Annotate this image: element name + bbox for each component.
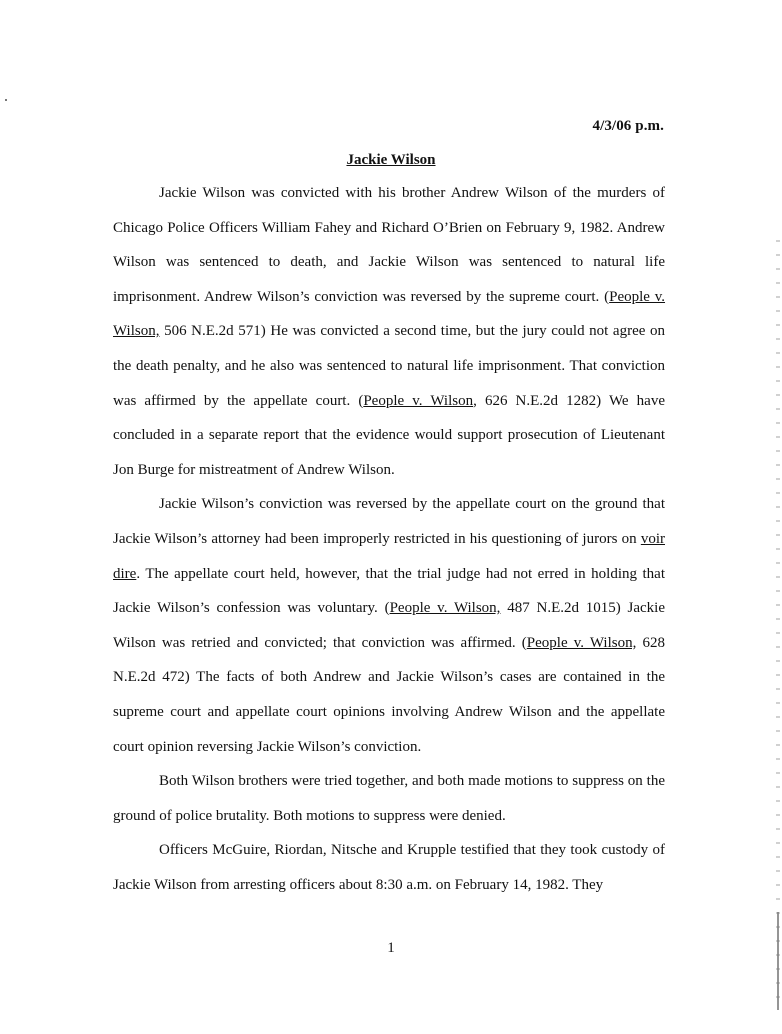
paragraph-text: . The appellate court held, however, that the trial judge had not erred in holding that Jackie Wilson’s confession was voluntary. ( [113,565,665,617]
scan-edge-artifact [776,240,780,1010]
document-title: Jackie Wilson [346,152,436,168]
paragraph-3: Both Wilson brothers were tried together, and both made motions to suppress on the ground of police brutality. Both motions to suppress were denied. [113,773,665,824]
document-body [113,176,665,902]
paragraph-text: Jackie Wilson was convicted with his brother Andrew Wilson of the murders of Chicago Police Officers William Fahey and Richard O’Brien on February 9, 1982. Andrew Wilson was sentenced to death, and Jackie Wilson was sentenced to natural life imprisonment. Andrew Wilson’s conviction was reversed by the supreme court. ( [113,185,665,305]
document-date: 4/3/06 p.m. [592,118,664,134]
paragraph-text: , 626 N.E.2d 1282) We have concluded in a separate report that the evidence would support prosecution of Lieutenant Jon Burge for mistreatment of Andrew Wilson. [113,392,665,478]
case-citation: People v. Wilson, [389,600,501,617]
scan-edge-artifact [777,912,779,1010]
case-citation: People v. Wilson, [526,634,637,651]
paragraph-text: Jackie Wilson’s conviction was reversed by the appellate court on the ground that Jackie Wilson’s attorney had been improperly restricted in his questioning of jurors on [113,496,665,547]
latin-term: voir dire [113,530,665,582]
page-number: 1 [387,940,395,956]
paragraph-2 [113,487,665,764]
paragraph-4: Officers McGuire, Riordan, Nitsche and Krupple testified that they took custody of Jackie Wilson from arresting officers about 8:30 a.m. on February 14, 1982. They [113,842,665,893]
paragraph-text: 487 N.E.2d 1015) Jackie Wilson was retried and convicted; that conviction was affirmed. ( [113,600,666,651]
case-citation: People v. Wilson, [113,288,666,340]
case-citation: People v. Wilson [363,392,474,409]
paragraph-text: 628 N.E.2d 472) The facts of both Andrew and Jackie Wilson’s cases are contained in the supreme court and appellate court opinions involving Andrew Wilson and the appellate court opinion reversing Jackie Wilson’s conviction. [113,634,665,755]
paragraph-1 [113,176,665,487]
paragraph-text: 506 N.E.2d 571) He was convicted a second time, but the jury could not agree on the death penalty, and he also was sentenced to natural life imprisonment. That conviction was affirmed by the appellate court. ( [113,323,665,409]
scan-artifact [5,99,7,101]
